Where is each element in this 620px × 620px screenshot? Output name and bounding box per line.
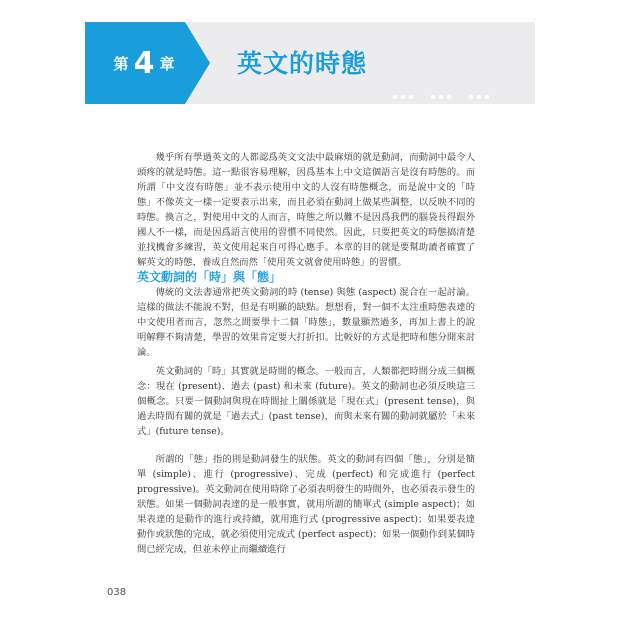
intro-paragraph: 幾乎所有學過英文的人都認爲英文文法中最麻煩的就是動詞，而動詞中最令人頭疼的就是時態。這一點很容易理解，因爲基本上中文這個語言是沒有時態的。而所謂「中文沒有時態」並不表示使用中文的人沒有時態概念，而是說中文的「時態」不像英文一樣一定要表示出來，而且必須在動詞上做某些調整，以反映不同的時態。換言之，對使用中文的人而言，時態之所以難不是因爲我們的腦袋長得跟外國人不一樣，而是因爲語言使用的習慣不同使然。因此，只要把英文的時態搞清楚並找機會多練習，英文使用起來自可得心應手。本章的目的就是要幫助讀者確實了解英文的時態，養成自然而然「使用英文就會使用時態」的習慣。 [137,152,475,268]
decorative-dots [393,95,523,101]
body-paragraph: 傳統的文法書通常把英文動詞的時 (tense) 與態 (aspect) 混合在一起討論。這樣的做法不能說不對，但是有明顯的缺點。想想看，對一個不太注重時態表達的中文使用者而言，忽然之間要學十二個「時態」，數量顯然過多，再加上書上的說明解釋不夠清楚，學習的效果肯定要大打折扣。比較好的方式是把時和態分開來討論。 [137,287,475,358]
chapter-label [85,46,203,81]
chapter-title: 英文的時態 [237,49,368,78]
body-paragraph: 英文動詞的「時」其實就是時間的概念。一般而言，人類都把時間分成三個概念：現在 (present)、過去 (past) 和未來 (future)。英文的動詞也必須反映這三個概念。只要一個動詞與現在時間扯上關係就是「現在式」(present tense)，與過去時間有關的就是「過去式」(past tense)，而與未來有關的動詞就屬於「未來式」(future tense)。 [137,366,475,437]
section-heading: 英文動詞的「時」與「態」 [137,270,282,284]
dot-group [431,95,451,101]
chapter-number: 4 [133,46,155,81]
page-number: 038 [107,587,127,598]
chapter-badge [85,22,210,104]
dot-group [469,95,489,101]
chapter-prefix: 第 [113,55,129,73]
dot-group [393,95,413,101]
page-body [137,150,475,557]
chapter-suffix: 章 [159,55,175,73]
body-paragraph: 所謂的「態」指的則是動詞發生的狀態。英文的動詞有四個「態」，分別是簡單 (simple)、進行 (progressive)、完成 (perfect) 和完成進行 (perfect progressive)。英文動詞在使用時除了必須表明發生的時間外，也必須表示發生的狀態。如果一個動詞表達的是一般事實，就用所謂的簡單式 (simple aspect)；如果表達的是動作的進行或持續，就用進行式 (progressive aspect)；如果要表達動作或狀態的完成，就必須使用完成式 (perfect aspect)；如果一個動作到某個時間已經完成，但並未停止而繼續進行 [137,454,475,555]
